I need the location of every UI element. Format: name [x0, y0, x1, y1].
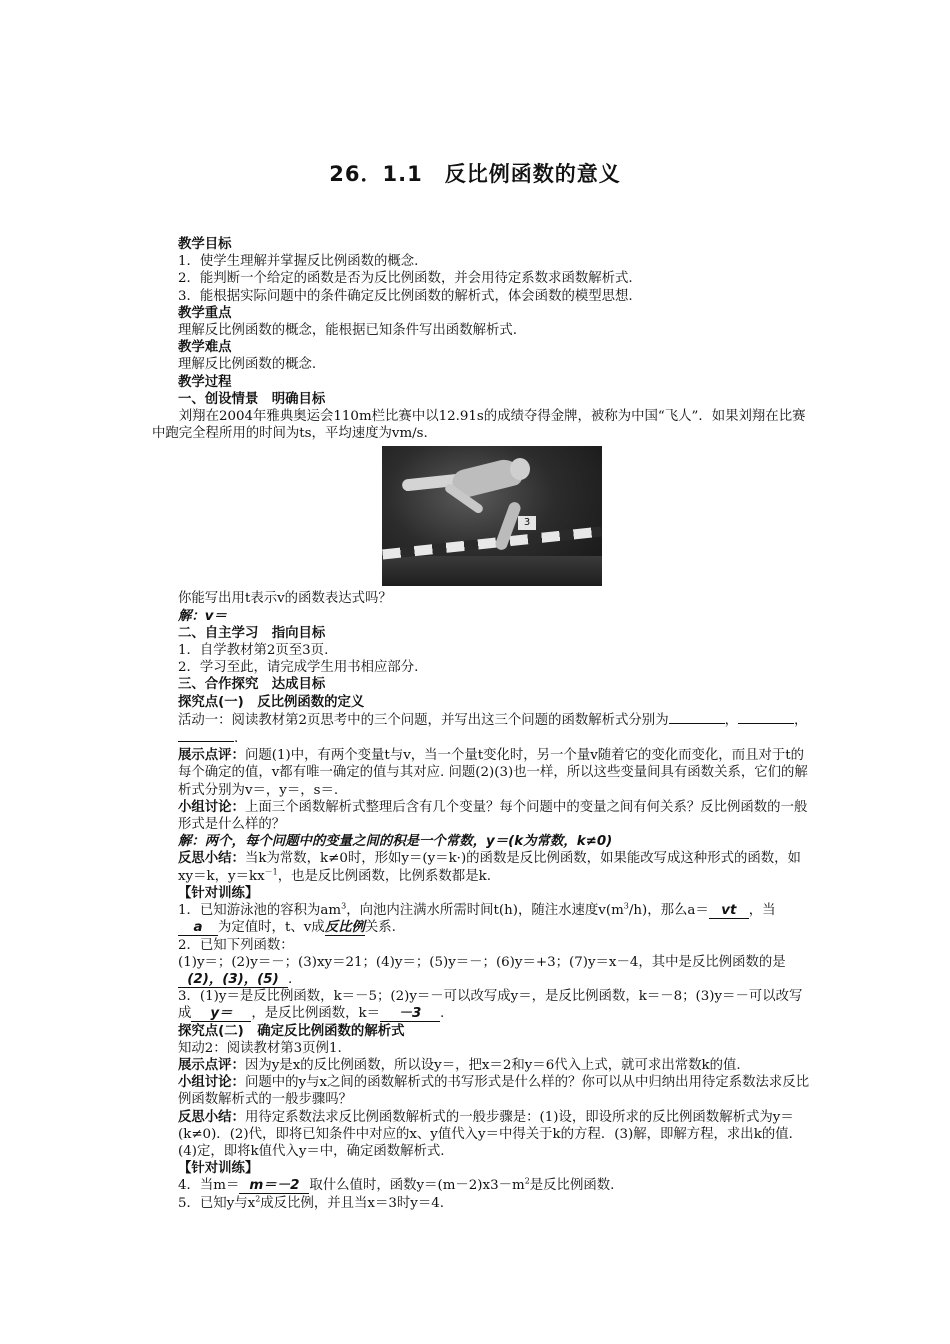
practice-5-b: 成反比例，并且当x＝3时y＝4.: [260, 1195, 445, 1211]
summary-1-label: 反思小结：: [178, 851, 245, 867]
practice-5-a: 5．已知y与x: [178, 1195, 256, 1211]
practice-1-answer-1: vt: [709, 904, 749, 919]
summary-1-text-end: ，也是反比例函数，比例系数都是k.: [277, 868, 491, 884]
hurdler-photo: [382, 446, 602, 586]
practice-2: 2．已知下列函数：: [178, 937, 294, 953]
practice-3-a: 3．(1)y＝是反比例函数，k＝－5；(2)y＝－可以改写成y＝，是反比例函数，k＝－8；(3)y＝－可以改写成: [178, 989, 803, 1022]
review-1-label: 展示点评：: [178, 748, 245, 764]
practice-1-sup-2: 3: [623, 901, 629, 911]
practice-2-end: .: [288, 971, 293, 987]
review-2-label: 展示点评：: [178, 1057, 245, 1073]
review-1: [178, 747, 814, 799]
difficulty-text: 理解反比例函数的概念.: [178, 357, 317, 373]
practice-1-answer-2: a: [178, 921, 218, 936]
review-2-text: 因为y是x的反比例函数，所以设y＝，把x＝2和y＝6代入上式，就可求出常数k的值.: [244, 1057, 741, 1073]
practice-4: [178, 1177, 814, 1194]
practice-1: [178, 902, 814, 936]
practice-1-answer-3: 反比例: [324, 920, 365, 936]
heading-practice-1: 【针对训练】: [178, 885, 259, 901]
practice-1-f: 关系.: [364, 920, 396, 936]
photo-head: [510, 458, 530, 480]
discussion-1-answer: 解：两个，每个问题中的变量之间的积是一个常数，y＝(k为常数，k≠0): [178, 834, 613, 850]
period-1: .: [234, 731, 239, 747]
practice-1-b: ，向池内注满水所需时间t(h)，随注水速度v(m: [346, 903, 624, 919]
photo-bib-number: 3: [518, 516, 536, 530]
heading-section-3: 三、合作探究 达成目标: [178, 677, 326, 693]
practice-3-answer-2: －3: [380, 1007, 440, 1022]
objective-1: 1．使学生理解并掌握反比例函数的概念.: [178, 254, 419, 270]
photo-hurdle: [382, 527, 602, 560]
document-body: [152, 236, 814, 1212]
heading-explore-1: 探究点(一) 反比例函数的定义: [178, 694, 365, 710]
practice-4-sup: 2: [524, 1176, 530, 1186]
summary-1-sup: －1: [264, 867, 278, 877]
intro-paragraph: 刘翔在2004年雅典奥运会110m栏比赛中以12.91s的成绩夺得金牌，被称为中国“飞人”．如果刘翔在比赛中跑完全程所用的时间为ts，平均速度为vm/s.: [152, 409, 806, 442]
heading-explore-2: 探究点(二) 确定反比例函数的解析式: [178, 1023, 405, 1039]
self-study-2: 2．学习至此，请完成学生用书相应部分.: [178, 660, 419, 676]
practice-4-b: 取什么值时，函数y＝(m－2)x3－m: [309, 1178, 525, 1194]
discussion-1: [178, 799, 814, 833]
practice-1-c: /h)，那么a＝: [628, 903, 709, 919]
discussion-2: [178, 1074, 814, 1108]
heading-process: 教学过程: [178, 374, 232, 390]
practice-5-sup: 2: [255, 1194, 261, 1204]
heading-objectives: 教学目标: [178, 237, 232, 252]
comma-1: ，: [724, 712, 738, 728]
read-example: 知动2：阅读教材第3页例1.: [178, 1040, 342, 1056]
practice-3-answer-1: y＝: [191, 1007, 251, 1022]
blank-1: [669, 711, 725, 724]
self-study-1: 1．自学教材第2页至3页.: [178, 643, 329, 659]
practice-4-answer: m＝－2: [239, 1179, 309, 1194]
practice-1-a: 1．已知游泳池的容积为am: [178, 903, 342, 919]
page-title: 26．1.1 反比例函数的意义: [329, 162, 621, 186]
discussion-2-text: 问题中的y与x之间的函数解析式的书写形式是什么样的？你可以从中归纳出用待定系数法求反比例函数解析式的一般步骤吗？: [178, 1075, 810, 1108]
comma-2: ，: [793, 712, 808, 728]
heading-section-1: 一、创设情景 明确目标: [178, 391, 326, 407]
summary-2-text: 用待定系数法求反比例函数解析式的一般步骤是：(1)设，即设所求的反比例函数解析式为y＝(k≠0)．(2)代，即将已知条件中对应的x、y值代入y＝中得关于k的方程．(3)解，即解方程，求出k的值．(4)定，即将k值代入y＝中，确定函数解析式.: [178, 1109, 802, 1159]
practice-1-sup-1: 3: [341, 901, 347, 911]
blank-2: [738, 711, 794, 724]
practice-3-b: ，是反比例函数，k＝: [251, 1006, 381, 1022]
key-point-text: 理解反比例函数的概念，能根据已知条件写出函数解析式.: [178, 323, 518, 339]
summary-1-text: 当k为常数，k≠0时，形如y＝(y＝k·)的函数是反比例函数，如果能改写成这种形式的函数，如xy＝k，y＝kx: [178, 851, 801, 884]
practice-3: [178, 988, 814, 1022]
practice-5: [178, 1195, 814, 1212]
heading-key-points: 教学重点: [178, 305, 232, 321]
discussion-1-text: 上面三个函数解析式整理后含有几个变量？每个问题中的变量之间有何关系？反比例函数的一般形式是什么样的？: [178, 799, 808, 833]
summary-2-label: 反思小结：: [178, 1109, 245, 1125]
discussion-1-label: 小组讨论：: [178, 799, 245, 815]
practice-2-list-text: (1)y＝；(2)y＝－；(3)xy＝21；(4)y＝；(5)y＝－；(6)y＝+3；(7)y＝x－4，其中是反比例函数的是: [178, 954, 786, 970]
practice-2-answer: (2)，(3)，(5): [178, 973, 288, 988]
activity-1-text: 活动一：阅读教材第2页思考中的三个问题，并写出这三个问题的函数解析式分别为: [178, 712, 669, 728]
summary-2: [178, 1109, 814, 1161]
question-text: 你能写出用t表示v的函数表达式吗？: [178, 591, 392, 607]
practice-2-list: [178, 954, 814, 988]
practice-1-d: ，当: [748, 903, 776, 919]
summary-1: [178, 850, 814, 884]
objective-2: 2．能判断一个给定的函数是否为反比例函数，并会用待定系数求函数解析式.: [178, 271, 633, 287]
heading-difficulty: 教学难点: [178, 340, 232, 356]
review-2: [178, 1057, 814, 1074]
discussion-2-label: 小组讨论：: [178, 1075, 245, 1091]
practice-3-c: .: [440, 1006, 445, 1022]
activity-1: [178, 711, 814, 747]
practice-4-c: 是反比例函数.: [529, 1178, 615, 1194]
blank-3: [178, 729, 234, 742]
heading-practice-2: 【针对训练】: [178, 1161, 259, 1177]
practice-4-a: 4．当m＝: [178, 1178, 240, 1194]
photo-ground: [382, 556, 602, 586]
practice-1-e: 为定值时，t、v成: [218, 920, 325, 936]
objective-3: 3．能根据实际问题中的条件确定反比例函数的解析式，体会函数的模型思想.: [178, 288, 633, 304]
answer-v: 解：v＝: [178, 608, 227, 624]
review-1-text: 问题(1)中，有两个变量t与v，当一个量t变化时，另一个量v随着它的变化而变化，而且对于t的每个确定的值，v都有唯一确定的值与其对应. 问题(2)(3)也一样，所以这些变量间具有函数关系，它们的解析式分别为v＝，y＝，s＝.: [178, 748, 808, 798]
heading-section-2: 二、自主学习 指向目标: [178, 625, 326, 641]
